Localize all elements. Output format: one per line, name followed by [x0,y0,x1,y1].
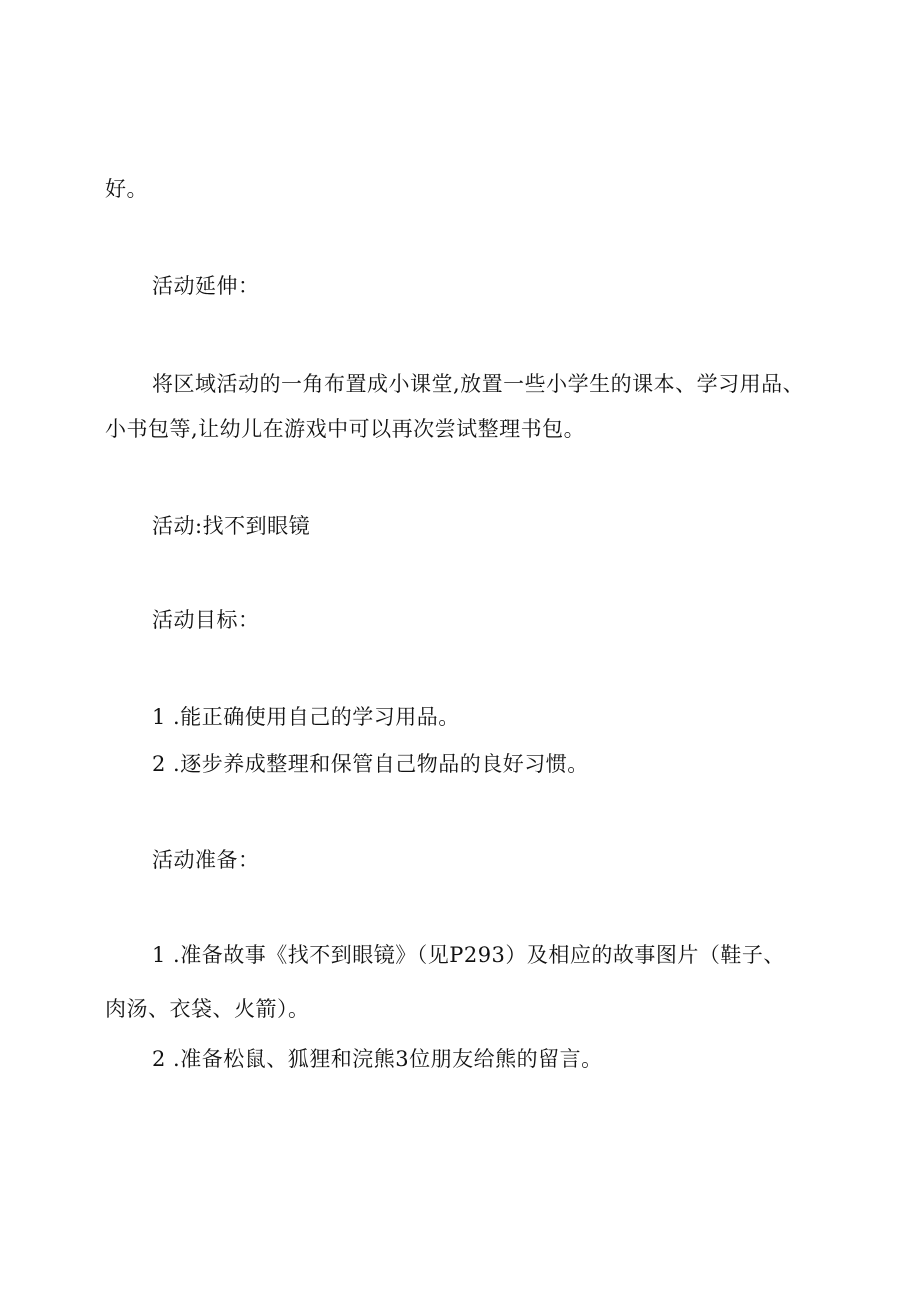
preparation-item-2: 2 .准备松鼠、狐狸和浣熊3位朋友给熊的留言。 [152,1047,603,1071]
continuation-text: 好。 [105,177,148,201]
extension-heading: 活动延伸： [152,274,260,298]
extension-paragraph-line-1: 将区域活动的一角布置成小课堂,放置一些小学生的课本、学习用品、 [152,372,805,396]
activity-title: 活动:找不到眼镜 [152,514,311,538]
preparation-heading: 活动准备： [152,848,260,872]
preparation-item-1-line-2: 肉汤、衣袋、火箭）。 [105,997,310,1021]
extension-paragraph-line-2: 小书包等,让幼儿在游戏中可以再次尝试整理书包。 [105,417,586,441]
preparation-item-1-line-1: 1 .准备故事《找不到眼镜》（见P293）及相应的故事图片（鞋子、 [152,943,785,967]
goal-item: 2 .逐步养成整理和保管自己物品的良好习惯。 [152,752,589,776]
goals-heading: 活动目标： [152,608,260,632]
goal-item: 1 .能正确使用自己的学习用品。 [152,705,460,729]
